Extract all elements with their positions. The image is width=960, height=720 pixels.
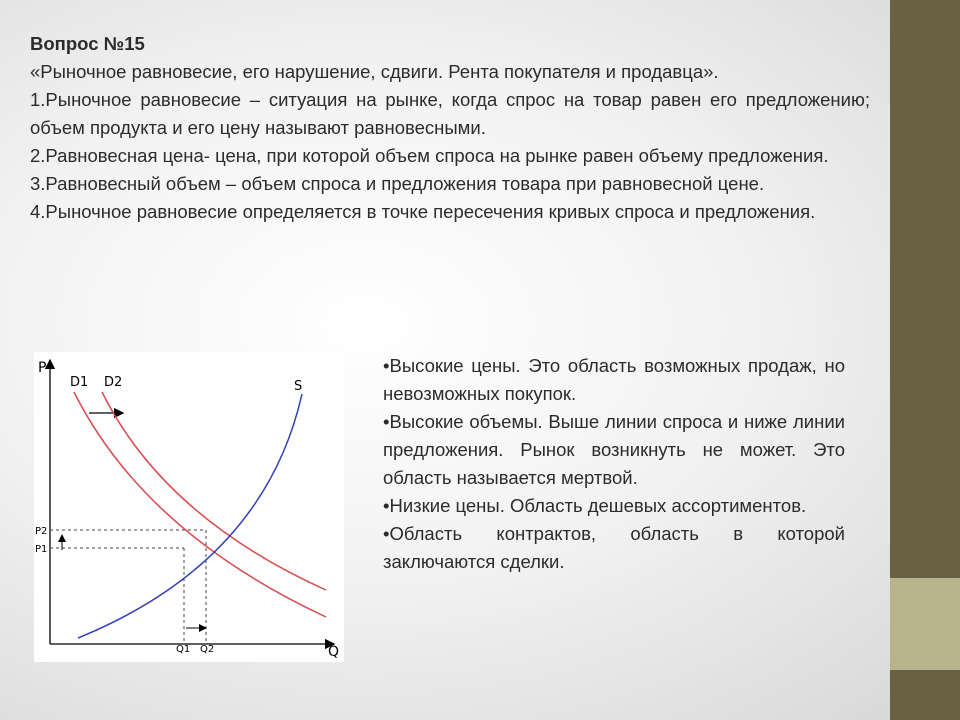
sidebar-accent-block <box>890 578 960 670</box>
supply-curve-s <box>78 394 302 638</box>
supply-demand-diagram <box>34 352 344 662</box>
point-1: 1.Рыночное равновесие – ситуация на рынке, когда спрос на товар равен его предложению; объем продукта и его цену называют равновесными. <box>30 89 870 138</box>
bullet-item-high-volumes: •Высокие объемы. Выше линии спроса и ниже линии предложения. Рынок возникнуть не может. Это область называется мертвой. <box>383 411 845 488</box>
q2-label: Q2 <box>200 644 215 655</box>
demand-curve-d1 <box>74 392 326 617</box>
point-3: 3.Равновесный объем – объем спроса и предложения товара при равновесной цене. <box>30 173 765 194</box>
bullet-item-high-prices: •Высокие цены. Это область возможных продаж, но невозможных покупок. <box>383 355 845 404</box>
x-axis-label: Q <box>328 644 340 660</box>
s-label: S <box>294 379 303 394</box>
bullet-item-contracts: •Область контрактов, область в которой заключаются сделки. <box>383 523 845 572</box>
slide-subtitle: «Рыночное равновесие, его нарушение, сдвиги. Рента покупателя и продавца». <box>30 61 719 82</box>
demand-curve-d2 <box>102 392 326 590</box>
point-4: 4.Рыночное равновесие определяется в точке пересечения кривых спроса и предложения. <box>30 201 816 222</box>
p2-label: P2 <box>35 526 48 537</box>
d2-label: D2 <box>104 375 123 390</box>
d1-label: D1 <box>70 375 89 390</box>
bullet-list <box>383 352 845 576</box>
diagram-svg <box>34 352 344 662</box>
point-2: 2.Равновесная цена- цена, при которой объем спроса на рынке равен объему предложения. <box>30 145 829 166</box>
slide-title: Вопрос №15 <box>30 33 145 54</box>
y-axis-label: P <box>38 360 47 376</box>
bullet-item-low-prices: •Низкие цены. Область дешевых ассортиментов. <box>383 495 807 516</box>
slide-main-text <box>30 30 870 226</box>
q1-label: Q1 <box>176 644 191 655</box>
p1-label: P1 <box>35 544 48 555</box>
